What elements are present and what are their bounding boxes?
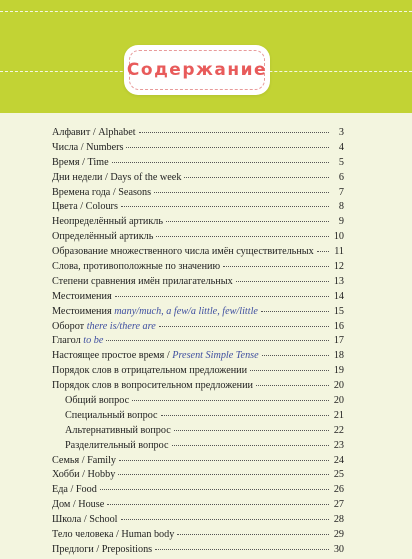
toc-page-number: 29 bbox=[333, 529, 344, 541]
toc-entry[interactable] bbox=[52, 380, 344, 395]
dot-leader bbox=[172, 445, 329, 446]
toc-page-number: 17 bbox=[333, 335, 344, 347]
toc-page-number: 12 bbox=[333, 261, 344, 273]
toc-entry-label bbox=[52, 231, 153, 242]
toc-entry[interactable] bbox=[52, 529, 344, 544]
toc-page-number: 18 bbox=[333, 350, 344, 362]
toc-entry-label bbox=[52, 425, 171, 436]
toc-page-number: 30 bbox=[333, 543, 344, 555]
toc-entry-label bbox=[52, 172, 181, 183]
toc-entry-label bbox=[52, 350, 259, 361]
toc-entry[interactable] bbox=[52, 425, 344, 440]
toc-page-number: 15 bbox=[333, 305, 344, 317]
toc-page-number: 10 bbox=[333, 231, 344, 243]
toc-entry-label bbox=[52, 365, 247, 376]
toc-entry-text: Порядок слов в вопросительном предложении bbox=[52, 380, 253, 392]
toc-entry-text: Степени сравнения имён прилагательных bbox=[52, 275, 233, 287]
toc-entry-text: Слова, противоположные по значению bbox=[52, 261, 221, 273]
toc-entry[interactable] bbox=[52, 321, 344, 336]
toc-entry-label bbox=[52, 529, 174, 540]
toc-entry[interactable] bbox=[52, 306, 344, 321]
toc-entry[interactable] bbox=[52, 216, 344, 231]
dot-leader bbox=[159, 326, 329, 327]
toc-page-number: 20 bbox=[333, 395, 344, 407]
toc-page-number: 3 bbox=[338, 127, 344, 138]
dot-leader bbox=[112, 162, 329, 163]
toc-entry-label bbox=[52, 216, 163, 227]
toc-entry[interactable] bbox=[52, 410, 344, 425]
toc-entry[interactable] bbox=[52, 499, 344, 514]
dot-leader bbox=[223, 266, 329, 267]
toc-entry[interactable] bbox=[52, 172, 344, 187]
toc-entry[interactable] bbox=[52, 544, 344, 559]
dot-leader bbox=[126, 147, 329, 148]
toc-entry-text: Неопределённый артикль bbox=[52, 216, 164, 228]
toc-page-number: 24 bbox=[333, 454, 344, 466]
dot-leader bbox=[261, 311, 329, 312]
toc-entry-label bbox=[52, 291, 112, 302]
toc-entry[interactable] bbox=[52, 276, 344, 291]
toc-entry-text: Числа / Numbers bbox=[52, 141, 124, 153]
toc-page-number: 23 bbox=[333, 439, 344, 451]
toc-entry-text: Разделительный вопрос bbox=[65, 439, 169, 451]
toc-page-number: 14 bbox=[333, 290, 344, 302]
toc-entry[interactable] bbox=[52, 365, 344, 380]
dot-leader bbox=[250, 370, 329, 371]
toc-page-number: 21 bbox=[333, 409, 344, 421]
toc-entry-italic-text: there is/there are bbox=[86, 320, 156, 332]
toc-entry-label bbox=[52, 261, 220, 272]
toc-entry-text: Тело человека / Human body bbox=[52, 529, 175, 541]
toc-entry-text: Дом / House bbox=[52, 499, 105, 511]
toc-entry-label bbox=[52, 469, 115, 480]
toc-page-number: 4 bbox=[338, 141, 344, 153]
toc-entry-text: Настоящее простое время / bbox=[52, 350, 173, 362]
dot-leader bbox=[174, 430, 329, 431]
toc-page-number: 20 bbox=[333, 380, 344, 392]
toc-entry-label bbox=[52, 380, 253, 391]
dot-leader bbox=[236, 281, 329, 282]
dot-leader bbox=[118, 474, 329, 475]
dot-leader bbox=[132, 400, 329, 401]
toc-entry-text: Времена года / Seasons bbox=[52, 186, 152, 198]
toc-entry-label bbox=[52, 514, 118, 525]
toc-page-number: 22 bbox=[333, 424, 344, 436]
dot-leader bbox=[115, 296, 329, 297]
toc-entry-text: Хобби / Hobby bbox=[52, 469, 116, 481]
toc-entry-label bbox=[52, 157, 109, 168]
page-title: Содержание bbox=[126, 60, 268, 80]
toc-page-number: 19 bbox=[333, 365, 344, 377]
toc-entry-label bbox=[52, 276, 233, 287]
dot-leader bbox=[161, 415, 329, 416]
dot-leader bbox=[139, 132, 329, 133]
toc-entry-label bbox=[52, 127, 136, 138]
toc-entry[interactable] bbox=[52, 335, 344, 350]
toc-page-number: 25 bbox=[333, 469, 344, 481]
toc-entry-text: Дни недели / Days of the week bbox=[52, 171, 182, 183]
toc-entry-text: Оборот bbox=[52, 320, 87, 332]
toc-entry[interactable] bbox=[52, 246, 344, 261]
toc-entry[interactable] bbox=[52, 514, 344, 529]
toc-entry-text: Еда / Food bbox=[52, 484, 97, 496]
toc-entry-label bbox=[52, 499, 104, 510]
toc-entry-text: Алфавит / Alphabet bbox=[52, 127, 136, 138]
toc-page-number: 9 bbox=[338, 216, 344, 228]
toc-entry-label bbox=[52, 306, 258, 317]
toc-entry[interactable] bbox=[52, 261, 344, 276]
toc-entry[interactable] bbox=[52, 469, 344, 484]
toc-entry[interactable] bbox=[52, 127, 344, 142]
toc-entry-italic-text: to be bbox=[83, 335, 104, 347]
title-frame bbox=[126, 50, 268, 90]
toc-page-number: 7 bbox=[338, 186, 344, 198]
toc-entry-text: Время / Time bbox=[52, 156, 109, 168]
toc-entry[interactable] bbox=[52, 187, 344, 202]
toc-page-number: 28 bbox=[333, 514, 344, 526]
toc-entry-label bbox=[52, 410, 158, 421]
toc-entry-text: Общий вопрос bbox=[65, 395, 130, 407]
dot-leader bbox=[107, 504, 329, 505]
toc-entry-label bbox=[52, 484, 97, 495]
toc-entry-text: Цвета / Colours bbox=[52, 201, 118, 213]
toc-entry-italic-text: Present Simple Tense bbox=[172, 350, 259, 362]
toc-page-number: 6 bbox=[338, 171, 344, 183]
toc-entry-label bbox=[52, 395, 129, 406]
dot-leader bbox=[256, 385, 329, 386]
toc-entry-text: Местоимения bbox=[52, 290, 112, 302]
dot-leader bbox=[156, 236, 329, 237]
dot-leader bbox=[177, 534, 329, 535]
toc-entry-label bbox=[52, 201, 118, 212]
dot-leader bbox=[106, 340, 329, 341]
toc-page-number: 11 bbox=[334, 246, 344, 258]
toc-entry-label bbox=[52, 335, 103, 346]
dot-leader bbox=[100, 489, 329, 490]
table-of-contents bbox=[52, 127, 344, 559]
toc-entry[interactable] bbox=[52, 350, 344, 365]
dot-leader bbox=[121, 206, 329, 207]
toc-entry-text: Местоимения bbox=[52, 305, 115, 317]
toc-entry[interactable] bbox=[52, 201, 344, 216]
toc-page-number: 13 bbox=[333, 275, 344, 287]
toc-entry-label bbox=[52, 544, 152, 555]
toc-page-number: 26 bbox=[333, 484, 344, 496]
dot-leader bbox=[121, 519, 330, 520]
toc-entry-label bbox=[52, 321, 156, 332]
dot-leader bbox=[184, 177, 329, 178]
toc-entry[interactable] bbox=[52, 440, 344, 455]
toc-entry-text: Предлоги / Prepositions bbox=[52, 543, 153, 555]
toc-entry-label bbox=[52, 455, 116, 466]
toc-entry[interactable] bbox=[52, 484, 344, 499]
toc-entry-label bbox=[52, 187, 151, 198]
toc-page-number: 16 bbox=[333, 320, 344, 332]
toc-entry[interactable] bbox=[52, 395, 344, 410]
toc-page-number: 27 bbox=[333, 499, 344, 511]
dot-leader bbox=[166, 221, 329, 222]
toc-entry[interactable] bbox=[52, 231, 344, 246]
dot-leader bbox=[317, 251, 329, 252]
toc-entry-text: Семья / Family bbox=[52, 454, 117, 466]
toc-page-number: 5 bbox=[338, 156, 344, 168]
dot-leader bbox=[119, 460, 329, 461]
title-card bbox=[124, 45, 270, 95]
stitch-line bbox=[0, 11, 412, 12]
toc-entry[interactable] bbox=[52, 142, 344, 157]
toc-entry-text: Специальный вопрос bbox=[65, 409, 158, 421]
toc-entry[interactable] bbox=[52, 291, 344, 306]
toc-entry-italic-text: many/much, a few/a little, few/little bbox=[114, 305, 258, 317]
toc-entry-label bbox=[52, 440, 169, 451]
toc-entry-label bbox=[52, 246, 314, 257]
toc-entry-label bbox=[52, 142, 123, 153]
dot-leader bbox=[154, 192, 329, 193]
toc-entry[interactable] bbox=[52, 157, 344, 172]
toc-entry-text: Образование множественного числа имён существительных bbox=[52, 246, 314, 258]
toc-entry-text: Глагол bbox=[52, 335, 84, 347]
toc-entry[interactable] bbox=[52, 455, 344, 470]
dot-leader bbox=[262, 355, 329, 356]
toc-entry-text: Альтернативный вопрос bbox=[65, 424, 171, 436]
toc-entry-text: Школа / School bbox=[52, 514, 118, 526]
toc-entry-text: Порядок слов в отрицательном предложении bbox=[52, 365, 248, 377]
toc-entry-text: Определённый артикль bbox=[52, 231, 154, 243]
toc-page-number: 8 bbox=[338, 201, 344, 213]
